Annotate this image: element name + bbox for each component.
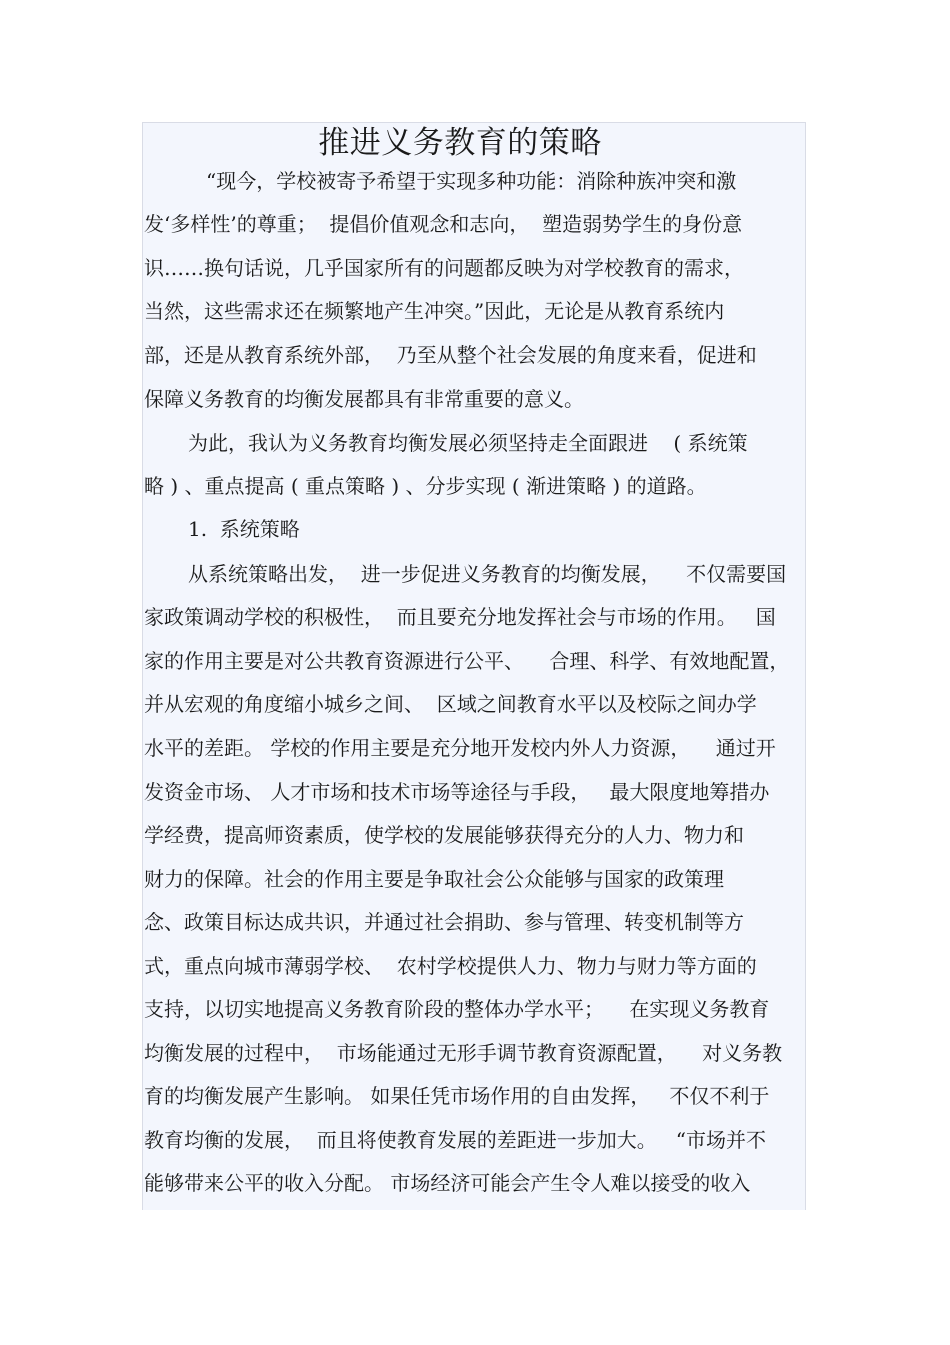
paragraph-line: 当然，这些需求还在频繁地产生冲突。”因此，无论是从教育系统内 (144, 299, 725, 323)
paragraph-line: 识……换句话说，几乎国家所有的问题都反映为对学校教育的需求， (144, 256, 744, 280)
paragraph-line: 为此，我认为义务教育均衡发展必须坚持走全面跟进 ( 系统策 (188, 431, 748, 455)
paragraph-line: 略 ) 、重点提高 ( 重点策略 ) 、分步实现 ( 渐进策略 ) 的道路。 (144, 474, 707, 498)
paragraph-line: 发‘多样性’的尊重； 提倡价值观念和志向， 塑造弱势学生的身份意 (144, 212, 743, 236)
paragraph-line: 学经费，提高师资素质，使学校的发展能够获得充分的人力、物力和 (144, 823, 744, 847)
paragraph-line: 能够带来公平的收入分配。 市场经济可能会产生令人难以接受的收入 (144, 1171, 751, 1195)
paragraph-line: 部，还是从教育系统外部， 乃至从整个社会发展的角度来看，促进和 (144, 343, 757, 367)
paragraph-line: 并从宏观的角度缩小城乡之间、 区域之间教育水平以及校际之间办学 (144, 692, 757, 716)
paragraph-line: 水平的差距。 学校的作用主要是充分地开发校内外人力资源， 通过开 (144, 736, 776, 760)
document-title: 推进义务教育的策略 (318, 125, 602, 161)
paragraph-line: 家的作用主要是对公共教育资源进行公平、 合理、科学、有效地配置， (144, 649, 790, 673)
paragraph-line: 财力的保障。社会的作用主要是争取社会公众能够与国家的政策理 (144, 867, 724, 891)
paragraph-line: 念、政策目标达成共识，并通过社会捐助、参与管理、转变机制等方 (144, 910, 744, 934)
paragraph-line: 支持，以切实地提高义务教育阶段的整体办学水平； 在实现义务教育 (144, 997, 770, 1021)
paragraph-line: 家政策调动学校的积极性， 而且要充分地发挥社会与市场的作用。 国 (144, 605, 776, 629)
paragraph-line: 教育均衡的发展， 而且将使教育发展的差距进一步加大。 “市场并不 (144, 1128, 767, 1152)
paragraph-line: 均衡发展的过程中， 市场能通过无形手调节教育资源配置， 对义务教 (144, 1041, 783, 1065)
paragraph-line: 发资金市场、 人才市场和技术市场等途径与手段， 最大限度地筹措办 (144, 780, 770, 804)
paragraph-line: 式，重点向城市薄弱学校、 农村学校提供人力、物力与财力等方面的 (144, 954, 757, 978)
paragraph-line: “现今，学校被寄予希望于实现多种功能：消除种族冲突和激 (206, 169, 737, 193)
paragraph-line: 保障义务教育的均衡发展都具有非常重要的意义。 (144, 387, 584, 411)
paragraph-line: 从系统策略出发， 进一步促进义务教育的均衡发展， 不仅需要国 (188, 562, 787, 586)
section-heading: 1. 系统策略 (188, 517, 300, 541)
paragraph-line: 育的均衡发展产生影响。 如果任凭市场作用的自由发挥， 不仅不利于 (144, 1084, 770, 1108)
